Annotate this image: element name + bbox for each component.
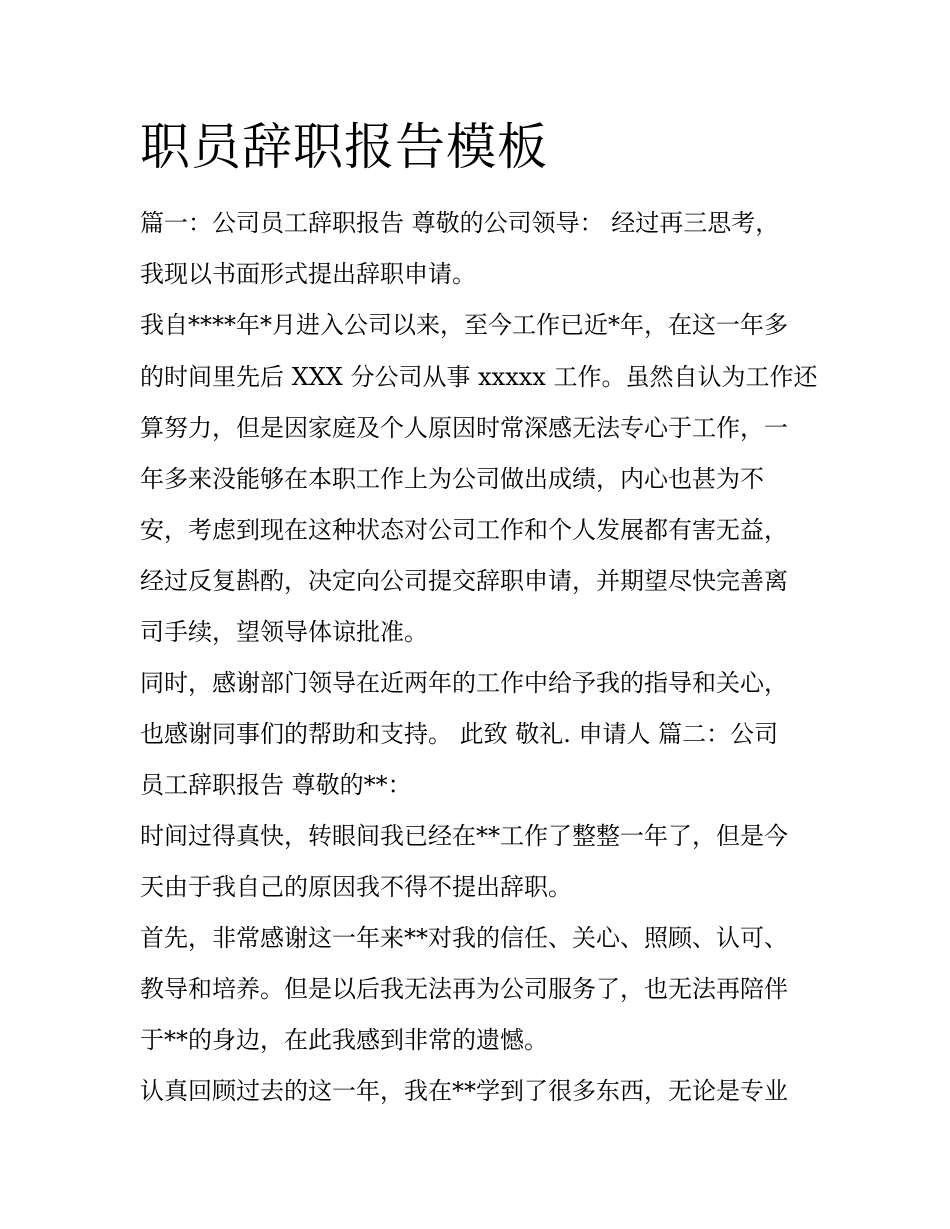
paragraph-line: 教导和培养。但是以后我无法再为公司服务了，也无法再陪伴 — [140, 975, 788, 1003]
paragraph-line: 认真回顾过去的这一年，我在**学到了很多东西，无论是专业 — [140, 1077, 788, 1105]
paragraph-line: 于**的身边，在此我感到非常的遗憾。 — [140, 1026, 548, 1054]
paragraph-line: 司手续，望领导体谅批准。 — [140, 618, 428, 646]
paragraph-line: 我自****年*月进入公司以来，至今工作已近*年，在这一年多 — [140, 311, 788, 339]
paragraph-line: 我现以书面形式提出辞职申请。 — [140, 260, 476, 288]
paragraph-line: 时间过得真快，转眼间我已经在**工作了整整一年了，但是今 — [140, 822, 788, 850]
paragraph-line: 经过反复斟酌，决定向公司提交辞职申请，并期望尽快完善离 — [140, 567, 788, 595]
document-title: 职员辞职报告模板 — [140, 118, 548, 176]
paragraph-line: 安，考虑到现在这种状态对公司工作和个人发展都有害无益， — [140, 516, 788, 544]
paragraph-line: 同时，感谢部门领导在近两年的工作中给予我的指导和关心， — [140, 669, 788, 697]
paragraph-line: 员工辞职报告 尊敬的**： — [140, 771, 412, 799]
paragraph-line: 年多来没能够在本职工作上为公司做出成绩，内心也甚为不 — [140, 465, 764, 493]
paragraph-line: 篇一：公司员工辞职报告 尊敬的公司领导： 经过再三思考， — [140, 209, 780, 237]
paragraph-line: 天由于我自己的原因我不得不提出辞职。 — [140, 873, 572, 901]
paragraph-line: 也感谢同事们的帮助和支持。 此致 敬礼. 申请人 篇二：公司 — [140, 720, 779, 748]
paragraph-line: 的时间里先后 XXX 分公司从事 xxxxx 工作。虽然自认为工作还 — [140, 363, 818, 391]
paragraph-line: 首先，非常感谢这一年来**对我的信任、关心、照顾、认可、 — [140, 924, 788, 952]
paragraph-line: 算努力，但是因家庭及个人原因时常深感无法专心于工作，一 — [140, 414, 788, 442]
